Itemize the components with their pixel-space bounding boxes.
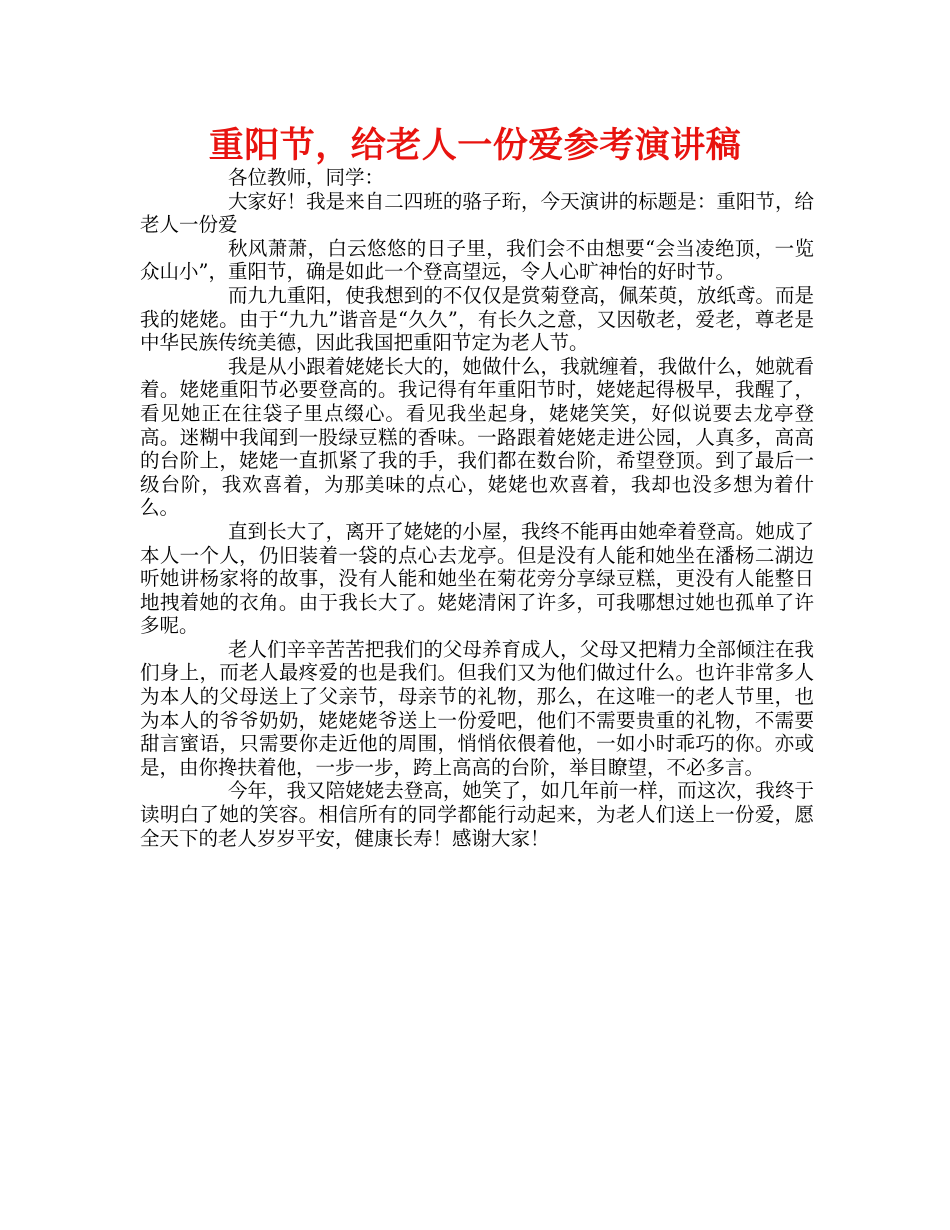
paragraph-1: 大家好！我是来自二四班的骆子珩，今天演讲的标题是：重阳节，给老人一份爱	[140, 189, 814, 237]
document-body	[140, 166, 814, 850]
paragraph-2: 秋风萧萧，白云悠悠的日子里，我们会不由想要“会当凌绝顶，一览众山小”，重阳节，确是如此一个登高望远，令人心旷神怡的好时节。	[140, 236, 814, 284]
salutation: 各位教师，同学：	[228, 166, 385, 189]
paragraph-6: 老人们辛辛苦苦把我们的父母养育成人，父母又把精力全部倾注在我们身上，而老人最疼爱的也是我们。但我们又为他们做过什么。也许非常多人为本人的父母送上了父亲节，母亲节的礼物，那么，在这唯一的老人节里，也为本人的爷爷奶奶，姥姥姥爷送上一份爱吧，他们不需要贵重的礼物，不需要甜言蜜语，只需要你走近他的周围，悄悄依偎着他，一如小时乖巧的你。亦或是，由你搀扶着他，一步一步，跨上高高的台阶，举目瞭望，不必多言。	[140, 637, 814, 779]
paragraph-4: 我是从小跟着姥姥长大的，她做什么，我就缠着，我做什么，她就看着。姥姥重阳节必要登高的。我记得有年重阳节时，姥姥起得极早，我醒了，看见她正在往袋子里点缀心。看见我坐起身，姥姥笑笑，好似说要去龙亭登高。迷糊中我闻到一股绿豆糕的香味。一路跟着姥姥走进公园，人真多，高高的台阶上，姥姥一直抓紧了我的手，我们都在数台阶，希望登顶。到了最后一级台阶，我欢喜着，为那美味的点心，姥姥也欢喜着，我却也没多想为着什么。	[140, 354, 814, 520]
paragraph-7: 今年，我又陪姥姥去登高，她笑了，如几年前一样，而这次，我终于读明白了她的笑容。相信所有的同学都能行动起来，为老人们送上一份爱，愿全天下的老人岁岁平安，健康长寿！感谢大家！	[140, 779, 814, 850]
paragraph-5: 直到长大了，离开了姥姥的小屋，我终不能再由她牵着登高。她成了本人一个人，仍旧装着一袋的点心去龙亭。但是没有人能和她坐在潘杨二湖边听她讲杨家将的故事，没有人能和她坐在菊花旁分享绿豆糕，更没有人能整日地拽着她的衣角。由于我长大了。姥姥清闲了许多，可我哪想过她也孤单了许多呢。	[140, 519, 814, 638]
paragraph-3: 而九九重阳，使我想到的不仅仅是赏菊登高，佩茱萸，放纸鸢。而是我的姥姥。由于“九九”谐音是“久久”，有长久之意，又因敬老，爱老，尊老是中华民族传统美德，因此我国把重阳节定为老人节。	[140, 283, 814, 355]
document-title: 重阳节，给老人一份爱参考演讲稿	[208, 126, 742, 166]
